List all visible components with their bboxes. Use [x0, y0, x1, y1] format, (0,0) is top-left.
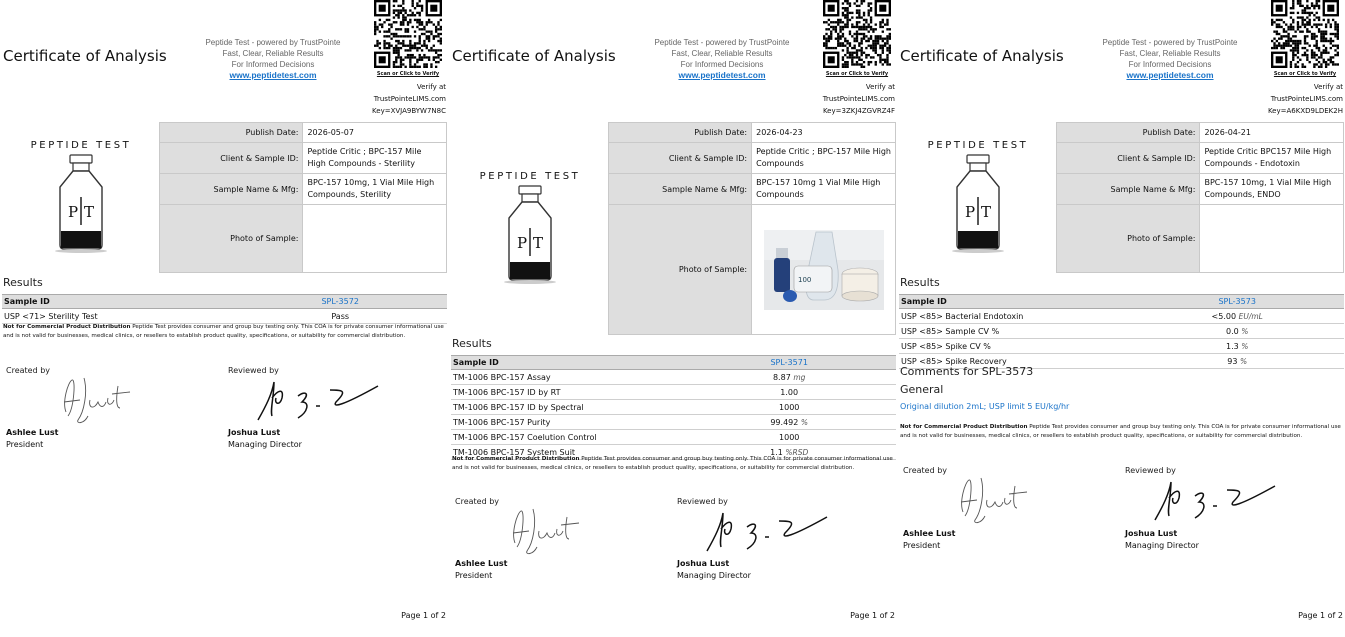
- info-row-photo-of-sample: [1057, 205, 1344, 273]
- sample-info-table: [608, 122, 896, 335]
- tagline-line: Fast, Clear, Reliable Results: [222, 49, 324, 58]
- page-number: Page 1 of 2: [850, 611, 895, 620]
- results-table: [899, 294, 1344, 369]
- test-name: TM-1006 BPC-157 ID by Spectral: [451, 400, 682, 415]
- publish-date-label: Publish Date:: [160, 123, 303, 143]
- disclaimer-text: Peptide Test provides consumer and group buy testing only. This COA is for private consumer informational use and is not valid for businesses, medical clinics, or resellers to establish product quality, specifications, or suitability for commercial distribution.: [452, 456, 893, 471]
- client-sample-id-label: Client & Sample ID:: [609, 143, 752, 174]
- signature-ashlee-icon: [503, 503, 593, 558]
- verify-line: Verify at: [1313, 83, 1343, 91]
- table-row: [899, 309, 1344, 324]
- verify-block: [823, 81, 895, 117]
- sample-info-table: [159, 122, 447, 273]
- qr-code-icon[interactable]: [1271, 0, 1339, 68]
- info-row-client-sample-id: [160, 143, 447, 174]
- sample-photo: [764, 230, 884, 310]
- sample-id-label: Sample ID: [451, 356, 682, 370]
- result-value: 1000: [779, 432, 800, 442]
- client-sample-id-value: Peptide Critic ; BPC-157 Mile High Compounds: [752, 143, 896, 174]
- info-row-sample-name-mfg: [160, 174, 447, 205]
- client-sample-id-label: Client & Sample ID:: [1057, 143, 1200, 174]
- reviewer-title: Managing Director: [228, 440, 302, 449]
- photo-of-sample-label: Photo of Sample:: [609, 205, 752, 335]
- info-row-photo-of-sample: [609, 205, 896, 335]
- result-value: 1.1: [770, 447, 783, 457]
- result-value: 0.0: [1225, 326, 1239, 336]
- test-result: [1130, 309, 1344, 324]
- svg-text:T: T: [84, 203, 95, 221]
- photo-of-sample-value: [1200, 205, 1344, 273]
- client-sample-id-label: Client & Sample ID:: [160, 143, 303, 174]
- photo-of-sample-value: [752, 205, 896, 335]
- test-name: USP <85> Bacterial Endotoxin: [899, 309, 1130, 324]
- test-name: TM-1006 BPC-157 System Suit: [451, 445, 682, 460]
- results-table: [451, 355, 896, 460]
- info-row-publish-date: [609, 123, 896, 143]
- table-row: [2, 309, 447, 324]
- tagline-line: For Informed Decisions: [680, 60, 764, 69]
- test-name: TM-1006 BPC-157 Assay: [451, 370, 682, 385]
- table-row: [899, 339, 1344, 354]
- test-name: USP <85> Sample CV %: [899, 324, 1130, 339]
- client-sample-id-value: Peptide Critic BPC157 Mile High Compounds - Endotoxin: [1200, 143, 1344, 174]
- disclaimer-heading: Not for Commercial Product Distribution: [3, 324, 131, 330]
- tagline-line: Fast, Clear, Reliable Results: [671, 49, 773, 58]
- result-unit: %: [1239, 356, 1248, 366]
- result-unit: %RSD: [785, 447, 809, 457]
- verify-line: TrustPointeLIMS.com: [822, 95, 895, 103]
- publish-date-label: Publish Date:: [609, 123, 752, 143]
- tagline-line: Peptide Test - powered by TrustPointe: [205, 38, 341, 47]
- reviewer-name: Joshua Lust: [677, 559, 730, 568]
- result-value: 1000: [779, 402, 800, 412]
- disclaimer: [900, 423, 1344, 441]
- result-value: 1.3: [1225, 341, 1239, 351]
- logo-text: PEPTIDE TEST: [927, 140, 1029, 151]
- sample-name-mfg-label: Sample Name & Mfg:: [160, 174, 303, 205]
- comments-heading: Comments for SPL-3573: [900, 365, 1034, 378]
- photo-of-sample-label: Photo of Sample:: [1057, 205, 1200, 273]
- disclaimer-text: Peptide Test provides consumer and group buy testing only. This COA is for private consumer informational use and is not valid for businesses, medical clinics, or resellers to establish product quality, specifications, or suitability for commercial distribution.: [3, 324, 444, 339]
- scan-verify-link[interactable]: Scan or Click to Verify: [376, 71, 440, 77]
- reviewed-by-label: Reviewed by: [1125, 466, 1176, 475]
- coa-panel-assay: [451, 0, 896, 637]
- results-table: [2, 294, 447, 324]
- signature-ashlee: [54, 372, 144, 431]
- sample-info-table: [1056, 122, 1344, 273]
- result-unit: EU/mL: [1238, 311, 1263, 321]
- results-heading: Results: [900, 276, 940, 289]
- sample-id-label: Sample ID: [2, 295, 233, 309]
- test-result: [682, 370, 896, 385]
- result-value: <5.00: [1211, 311, 1237, 321]
- verify-block: [1268, 81, 1343, 117]
- tagline: [188, 37, 358, 81]
- test-result: [682, 400, 896, 415]
- test-result: [682, 415, 896, 430]
- disclaimer: [3, 323, 447, 341]
- signature-ashlee: [951, 472, 1041, 531]
- vial-logo-icon: [46, 153, 116, 253]
- result-unit: %: [1241, 341, 1249, 351]
- verify-line: Verify at: [416, 83, 446, 91]
- results-header-row: [899, 295, 1344, 309]
- reviewed-by-label: Reviewed by: [677, 497, 728, 506]
- table-row: [451, 400, 896, 415]
- signature-joshua: [1149, 476, 1279, 530]
- reviewed-by-label: Reviewed by: [228, 366, 279, 375]
- test-name: USP <85> Spike CV %: [899, 339, 1130, 354]
- result-unit: mg: [793, 372, 806, 382]
- reviewer-title: Managing Director: [1125, 541, 1199, 550]
- photo-of-sample-value: [303, 205, 447, 273]
- tagline-line: For Informed Decisions: [231, 60, 315, 69]
- signature-ashlee-icon: [951, 472, 1041, 527]
- signature-ashlee-icon: [54, 372, 144, 427]
- tagline: [1085, 37, 1255, 81]
- logo-text: PEPTIDE TEST: [30, 140, 132, 151]
- client-sample-id-value: Peptide Critic ; BPC-157 Mile High Compounds - Sterility: [303, 143, 447, 174]
- disclaimer: [452, 455, 896, 473]
- test-result: [1130, 339, 1344, 354]
- creator-title: President: [6, 440, 44, 449]
- info-row-publish-date: [160, 123, 447, 143]
- test-result: [1130, 354, 1344, 369]
- verify-key: Key=A6KXD9LDEK2H: [1267, 107, 1343, 115]
- verify-key: Key=3ZKJ4ZGVRZ4F: [822, 107, 895, 115]
- page-number: Page 1 of 2: [1298, 611, 1343, 620]
- result-value: 99.492: [770, 417, 799, 427]
- website-link[interactable]: www.peptidetest.com: [229, 70, 317, 80]
- created-by-label: Created by: [6, 366, 51, 375]
- info-row-publish-date: [1057, 123, 1344, 143]
- table-row: [899, 324, 1344, 339]
- svg-text:T: T: [533, 234, 544, 252]
- website-link[interactable]: www.peptidetest.com: [678, 70, 766, 80]
- svg-text:P: P: [68, 203, 79, 221]
- creator-title: President: [903, 541, 941, 550]
- reviewer-name: Joshua Lust: [228, 428, 281, 437]
- tagline-line: Peptide Test - powered by TrustPointe: [654, 38, 790, 47]
- result-unit: %: [1241, 326, 1249, 336]
- result-value: 93: [1227, 356, 1238, 366]
- info-row-client-sample-id: [1057, 143, 1344, 174]
- info-row-client-sample-id: [609, 143, 896, 174]
- signature-joshua-icon: [252, 376, 382, 426]
- info-row-sample-name-mfg: [609, 174, 896, 205]
- peptide-test-logo: [26, 140, 136, 280]
- sample-id-link[interactable]: SPL-3573: [1130, 295, 1344, 309]
- result-value: 1.00: [780, 387, 799, 397]
- signature-ashlee: [503, 503, 593, 562]
- signature-joshua: [701, 507, 831, 561]
- svg-text:P: P: [517, 234, 528, 252]
- table-row: [451, 415, 896, 430]
- verify-block: [372, 81, 446, 117]
- creator-name: Ashlee Lust: [6, 428, 59, 437]
- qr-code-icon[interactable]: [823, 0, 891, 68]
- page-number: Page 1 of 2: [401, 611, 446, 620]
- scan-verify-link[interactable]: Scan or Click to Verify: [825, 71, 889, 77]
- test-name: USP <71> Sterility Test: [2, 309, 233, 324]
- publish-date-label: Publish Date:: [1057, 123, 1200, 143]
- verify-line: TrustPointeLIMS.com: [1270, 95, 1343, 103]
- test-name: TM-1006 BPC-157 Coelution Control: [451, 430, 682, 445]
- scan-verify-link[interactable]: Scan or Click to Verify: [1273, 71, 1337, 77]
- creator-title: President: [455, 571, 493, 580]
- qr-code-icon[interactable]: [374, 0, 442, 68]
- info-row-photo-of-sample: [160, 205, 447, 273]
- result-value: Pass: [331, 311, 350, 321]
- website-link[interactable]: www.peptidetest.com: [1126, 70, 1214, 80]
- table-row: [451, 370, 896, 385]
- coa-title: Certificate of Analysis: [3, 47, 167, 65]
- sample-name-mfg-value: BPC-157 10mg, 1 Vial Mile High Compounds, ENDO: [1200, 174, 1344, 205]
- tagline: [637, 37, 807, 81]
- svg-text:T: T: [981, 203, 992, 221]
- photo-of-sample-label: Photo of Sample:: [160, 205, 303, 273]
- publish-date-value: 2026-04-23: [752, 123, 896, 143]
- verify-key: Key=XVJA9BYW7N8C: [372, 107, 446, 115]
- peptide-test-logo: [475, 171, 585, 311]
- reviewer-title: Managing Director: [677, 571, 751, 580]
- vial-logo-icon: [495, 184, 565, 284]
- test-name: TM-1006 BPC-157 Purity: [451, 415, 682, 430]
- coa-title: Certificate of Analysis: [900, 47, 1064, 65]
- reviewer-name: Joshua Lust: [1125, 529, 1178, 538]
- disclaimer-heading: Not for Commercial Product Distribution: [900, 424, 1028, 430]
- signature-joshua-icon: [701, 507, 831, 557]
- publish-date-value: 2026-05-07: [303, 123, 447, 143]
- general-heading: General: [900, 383, 944, 396]
- logo-text: PEPTIDE TEST: [479, 171, 581, 182]
- test-name: TM-1006 BPC-157 ID by RT: [451, 385, 682, 400]
- sample-id-label: Sample ID: [899, 295, 1130, 309]
- creator-name: Ashlee Lust: [903, 529, 956, 538]
- tagline-line: Peptide Test - powered by TrustPointe: [1102, 38, 1238, 47]
- info-row-sample-name-mfg: [1057, 174, 1344, 205]
- creator-name: Ashlee Lust: [455, 559, 508, 568]
- publish-date-value: 2026-04-21: [1200, 123, 1344, 143]
- test-result: [682, 430, 896, 445]
- vial-logo-icon: [943, 153, 1013, 253]
- test-result: [1130, 324, 1344, 339]
- verify-line: TrustPointeLIMS.com: [373, 95, 446, 103]
- signature-joshua: [252, 376, 382, 430]
- svg-text:P: P: [965, 203, 976, 221]
- created-by-label: Created by: [903, 466, 948, 475]
- results-heading: Results: [3, 276, 43, 289]
- table-row: [451, 430, 896, 445]
- disclaimer-text: Peptide Test provides consumer and group buy testing only. This COA is for private consumer informational use and is not valid for businesses, medical clinics, or resellers to establish product quality, specifications, or suitability for commercial distribution.: [900, 424, 1341, 439]
- result-unit: %: [800, 417, 809, 427]
- test-result: [233, 309, 447, 324]
- sample-id-link[interactable]: SPL-3572: [233, 295, 447, 309]
- svg-text:100: 100: [797, 275, 811, 284]
- coa-panel-endotoxin: [899, 0, 1344, 637]
- coa-title: Certificate of Analysis: [452, 47, 616, 65]
- tagline-line: For Informed Decisions: [1128, 60, 1212, 69]
- coa-panel-sterility: [2, 0, 447, 637]
- disclaimer-heading: Not for Commercial Product Distribution: [452, 456, 580, 462]
- results-header-row: [2, 295, 447, 309]
- signature-joshua-icon: [1149, 476, 1279, 526]
- peptide-test-logo: [923, 140, 1033, 280]
- sample-name-mfg-label: Sample Name & Mfg:: [1057, 174, 1200, 205]
- sample-name-mfg-value: BPC-157 10mg, 1 Vial Mile High Compounds, Sterility: [303, 174, 447, 205]
- results-header-row: [451, 356, 896, 370]
- general-comment: Original dilution 2mL; USP limit 5 EU/kg/hr: [900, 402, 1070, 411]
- sample-id-link[interactable]: SPL-3571: [682, 356, 896, 370]
- tagline-line: Fast, Clear, Reliable Results: [1119, 49, 1221, 58]
- test-name: USP <85> Spike Recovery: [899, 354, 1130, 369]
- verify-line: Verify at: [865, 83, 895, 91]
- sample-name-mfg-value: BPC-157 10mg 1 Vial Mile High Compounds: [752, 174, 896, 205]
- results-heading: Results: [452, 337, 492, 350]
- test-result: [682, 385, 896, 400]
- sample-name-mfg-label: Sample Name & Mfg:: [609, 174, 752, 205]
- result-value: 8.87: [772, 372, 791, 382]
- created-by-label: Created by: [455, 497, 500, 506]
- table-row: [451, 385, 896, 400]
